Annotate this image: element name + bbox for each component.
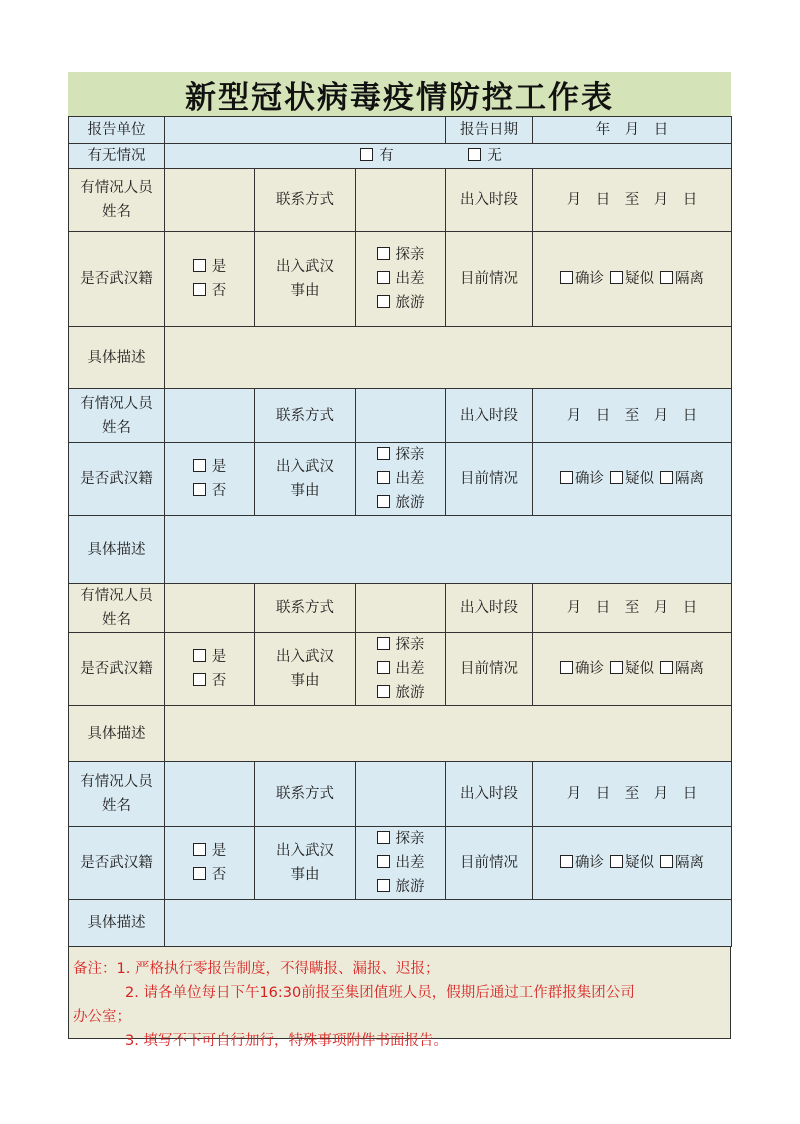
person-4-row-details xyxy=(69,827,732,900)
condition-label: 目前情况 xyxy=(446,633,533,706)
wuhan-choice xyxy=(165,827,255,900)
wuhan-no-label: 否 xyxy=(211,673,227,689)
person-name-label: 有情况人员姓名 xyxy=(69,389,165,443)
wuhan-no-checkbox[interactable] xyxy=(193,483,206,496)
condition-checkbox[interactable] xyxy=(660,271,673,284)
wuhan-yes-checkbox[interactable] xyxy=(193,649,206,662)
reason-checkbox[interactable] xyxy=(377,471,390,484)
contact-label: 联系方式 xyxy=(255,762,356,827)
reason-option: 旅游 xyxy=(395,879,425,895)
condition-checkbox[interactable] xyxy=(560,471,573,484)
wuhan-yes-checkbox[interactable] xyxy=(193,843,206,856)
condition-checkbox[interactable] xyxy=(560,271,573,284)
wuhan-yes-label: 是 xyxy=(211,649,227,665)
contact-field[interactable] xyxy=(356,389,446,443)
reason-option: 探亲 xyxy=(395,447,425,463)
description-field[interactable] xyxy=(165,706,732,762)
person-4-row-description xyxy=(69,900,732,947)
condition-checkbox[interactable] xyxy=(560,855,573,868)
reason-choice xyxy=(356,443,446,516)
contact-field[interactable] xyxy=(356,762,446,827)
reason-option: 旅游 xyxy=(395,295,425,311)
period-label: 出入时段 xyxy=(446,762,533,827)
person-name-field[interactable] xyxy=(165,169,255,232)
condition-option: 隔离 xyxy=(675,471,705,487)
reason-label: 出入武汉事由 xyxy=(255,827,356,900)
reason-option: 出差 xyxy=(395,661,425,677)
condition-checkbox[interactable] xyxy=(610,471,623,484)
wuhan-yes-label: 是 xyxy=(211,259,227,275)
person-3-row-details xyxy=(69,633,732,706)
date-label: 报告日期 xyxy=(446,117,533,144)
unit-label: 报告单位 xyxy=(69,117,165,144)
note-item-2: 2. 请各单位每日下午16:30前报至集团值班人员，假期后通过工作群报集团公司 xyxy=(125,985,635,1001)
period-label: 出入时段 xyxy=(446,169,533,232)
note-item-3: 3. 填写不下可自行加行，特殊事项附件书面报告。 xyxy=(125,1033,448,1049)
person-name-field[interactable] xyxy=(165,762,255,827)
contact-label: 联系方式 xyxy=(255,389,356,443)
contact-field[interactable] xyxy=(356,169,446,232)
period-field[interactable]: 月 日 至 月 日 xyxy=(533,584,732,633)
description-label: 具体描述 xyxy=(69,327,165,389)
reason-label: 出入武汉事由 xyxy=(255,443,356,516)
wuhan-choice xyxy=(165,633,255,706)
status-no-label: 无 xyxy=(487,148,502,164)
reason-checkbox[interactable] xyxy=(377,855,390,868)
form-table xyxy=(68,116,732,947)
person-1-row-description xyxy=(69,327,732,389)
notes-box xyxy=(68,947,731,1049)
condition-choice xyxy=(533,827,732,900)
contact-field[interactable] xyxy=(356,584,446,633)
wuhan-label: 是否武汉籍 xyxy=(69,827,165,900)
status-yes-label: 有 xyxy=(379,148,394,164)
unit-field[interactable] xyxy=(165,117,446,144)
wuhan-yes-label: 是 xyxy=(211,459,227,475)
wuhan-label: 是否武汉籍 xyxy=(69,633,165,706)
condition-checkbox[interactable] xyxy=(660,471,673,484)
condition-choice xyxy=(533,443,732,516)
condition-option: 隔离 xyxy=(675,661,705,677)
condition-label: 目前情况 xyxy=(446,232,533,327)
wuhan-label: 是否武汉籍 xyxy=(69,443,165,516)
condition-option: 确诊 xyxy=(575,661,605,677)
condition-checkbox[interactable] xyxy=(660,855,673,868)
condition-option: 疑似 xyxy=(625,271,655,287)
person-name-field[interactable] xyxy=(165,584,255,633)
person-2-row-name xyxy=(69,389,732,443)
date-field[interactable]: 年 月 日 xyxy=(533,117,732,144)
condition-label: 目前情况 xyxy=(446,827,533,900)
status-choice xyxy=(165,144,732,169)
condition-checkbox[interactable] xyxy=(610,271,623,284)
wuhan-no-label: 否 xyxy=(211,283,227,299)
form-sheet xyxy=(68,72,731,1049)
condition-option: 疑似 xyxy=(625,855,655,871)
condition-checkbox[interactable] xyxy=(610,661,623,674)
person-1-row-name xyxy=(69,169,732,232)
description-field[interactable] xyxy=(165,900,732,947)
note-item-1: 1. 严格执行零报告制度，不得瞒报、漏报、迟报； xyxy=(116,961,440,977)
wuhan-label: 是否武汉籍 xyxy=(69,232,165,327)
period-field[interactable]: 月 日 至 月 日 xyxy=(533,169,732,232)
reason-checkbox[interactable] xyxy=(377,637,390,650)
condition-choice xyxy=(533,633,732,706)
person-2-row-description xyxy=(69,516,732,584)
contact-label: 联系方式 xyxy=(255,584,356,633)
description-label: 具体描述 xyxy=(69,516,165,584)
reason-checkbox[interactable] xyxy=(377,661,390,674)
reason-choice xyxy=(356,232,446,327)
person-3-row-description xyxy=(69,706,732,762)
condition-option: 确诊 xyxy=(575,855,605,871)
condition-label: 目前情况 xyxy=(446,443,533,516)
wuhan-yes-checkbox[interactable] xyxy=(193,459,206,472)
reason-choice xyxy=(356,633,446,706)
reason-checkbox[interactable] xyxy=(377,831,390,844)
description-field[interactable] xyxy=(165,327,732,389)
wuhan-no-label: 否 xyxy=(211,483,227,499)
reason-checkbox[interactable] xyxy=(377,879,390,892)
reason-option: 出差 xyxy=(395,855,425,871)
condition-checkbox[interactable] xyxy=(660,661,673,674)
wuhan-choice xyxy=(165,443,255,516)
wuhan-no-label: 否 xyxy=(211,867,227,883)
reason-option: 探亲 xyxy=(395,637,425,653)
wuhan-no-checkbox[interactable] xyxy=(193,673,206,686)
wuhan-yes-label: 是 xyxy=(211,843,227,859)
reason-label: 出入武汉事由 xyxy=(255,232,356,327)
period-label: 出入时段 xyxy=(446,584,533,633)
condition-option: 确诊 xyxy=(575,271,605,287)
person-name-label: 有情况人员姓名 xyxy=(69,169,165,232)
period-field[interactable]: 月 日 至 月 日 xyxy=(533,762,732,827)
reason-option: 旅游 xyxy=(395,685,425,701)
condition-option: 疑似 xyxy=(625,661,655,677)
contact-label: 联系方式 xyxy=(255,169,356,232)
status-yes-checkbox[interactable] xyxy=(360,148,373,161)
reason-label: 出入武汉事由 xyxy=(255,633,356,706)
status-label: 有无情况 xyxy=(69,144,165,169)
person-name-field[interactable] xyxy=(165,389,255,443)
period-label: 出入时段 xyxy=(446,389,533,443)
reason-checkbox[interactable] xyxy=(377,247,390,260)
description-label: 具体描述 xyxy=(69,706,165,762)
reason-checkbox[interactable] xyxy=(377,271,390,284)
reason-checkbox[interactable] xyxy=(377,447,390,460)
reason-option: 探亲 xyxy=(395,247,425,263)
period-field[interactable]: 月 日 至 月 日 xyxy=(533,389,732,443)
notes-lead: 备注： xyxy=(73,961,117,977)
condition-checkbox[interactable] xyxy=(560,661,573,674)
person-1-row-details xyxy=(69,232,732,327)
reason-checkbox[interactable] xyxy=(377,685,390,698)
person-2-row-details xyxy=(69,443,732,516)
person-name-label: 有情况人员姓名 xyxy=(69,584,165,633)
person-3-row-name xyxy=(69,584,732,633)
wuhan-yes-checkbox[interactable] xyxy=(193,259,206,272)
reason-option: 旅游 xyxy=(395,495,425,511)
condition-option: 隔离 xyxy=(675,271,705,287)
condition-choice xyxy=(533,232,732,327)
condition-checkbox[interactable] xyxy=(610,855,623,868)
condition-option: 隔离 xyxy=(675,855,705,871)
wuhan-no-checkbox[interactable] xyxy=(193,283,206,296)
reason-checkbox[interactable] xyxy=(377,295,390,308)
note-item-2-cont: 办公室； xyxy=(73,1009,131,1025)
form-title: 新型冠状病毒疫情防控工作表 xyxy=(68,72,731,116)
reason-option: 探亲 xyxy=(395,831,425,847)
description-field[interactable] xyxy=(165,516,732,584)
wuhan-no-checkbox[interactable] xyxy=(193,867,206,880)
reason-checkbox[interactable] xyxy=(377,495,390,508)
reason-choice xyxy=(356,827,446,900)
condition-option: 疑似 xyxy=(625,471,655,487)
person-4-row-name xyxy=(69,762,732,827)
condition-option: 确诊 xyxy=(575,471,605,487)
person-name-label: 有情况人员姓名 xyxy=(69,762,165,827)
wuhan-choice xyxy=(165,232,255,327)
description-label: 具体描述 xyxy=(69,900,165,947)
reason-option: 出差 xyxy=(395,471,425,487)
status-no-checkbox[interactable] xyxy=(468,148,481,161)
reason-option: 出差 xyxy=(395,271,425,287)
